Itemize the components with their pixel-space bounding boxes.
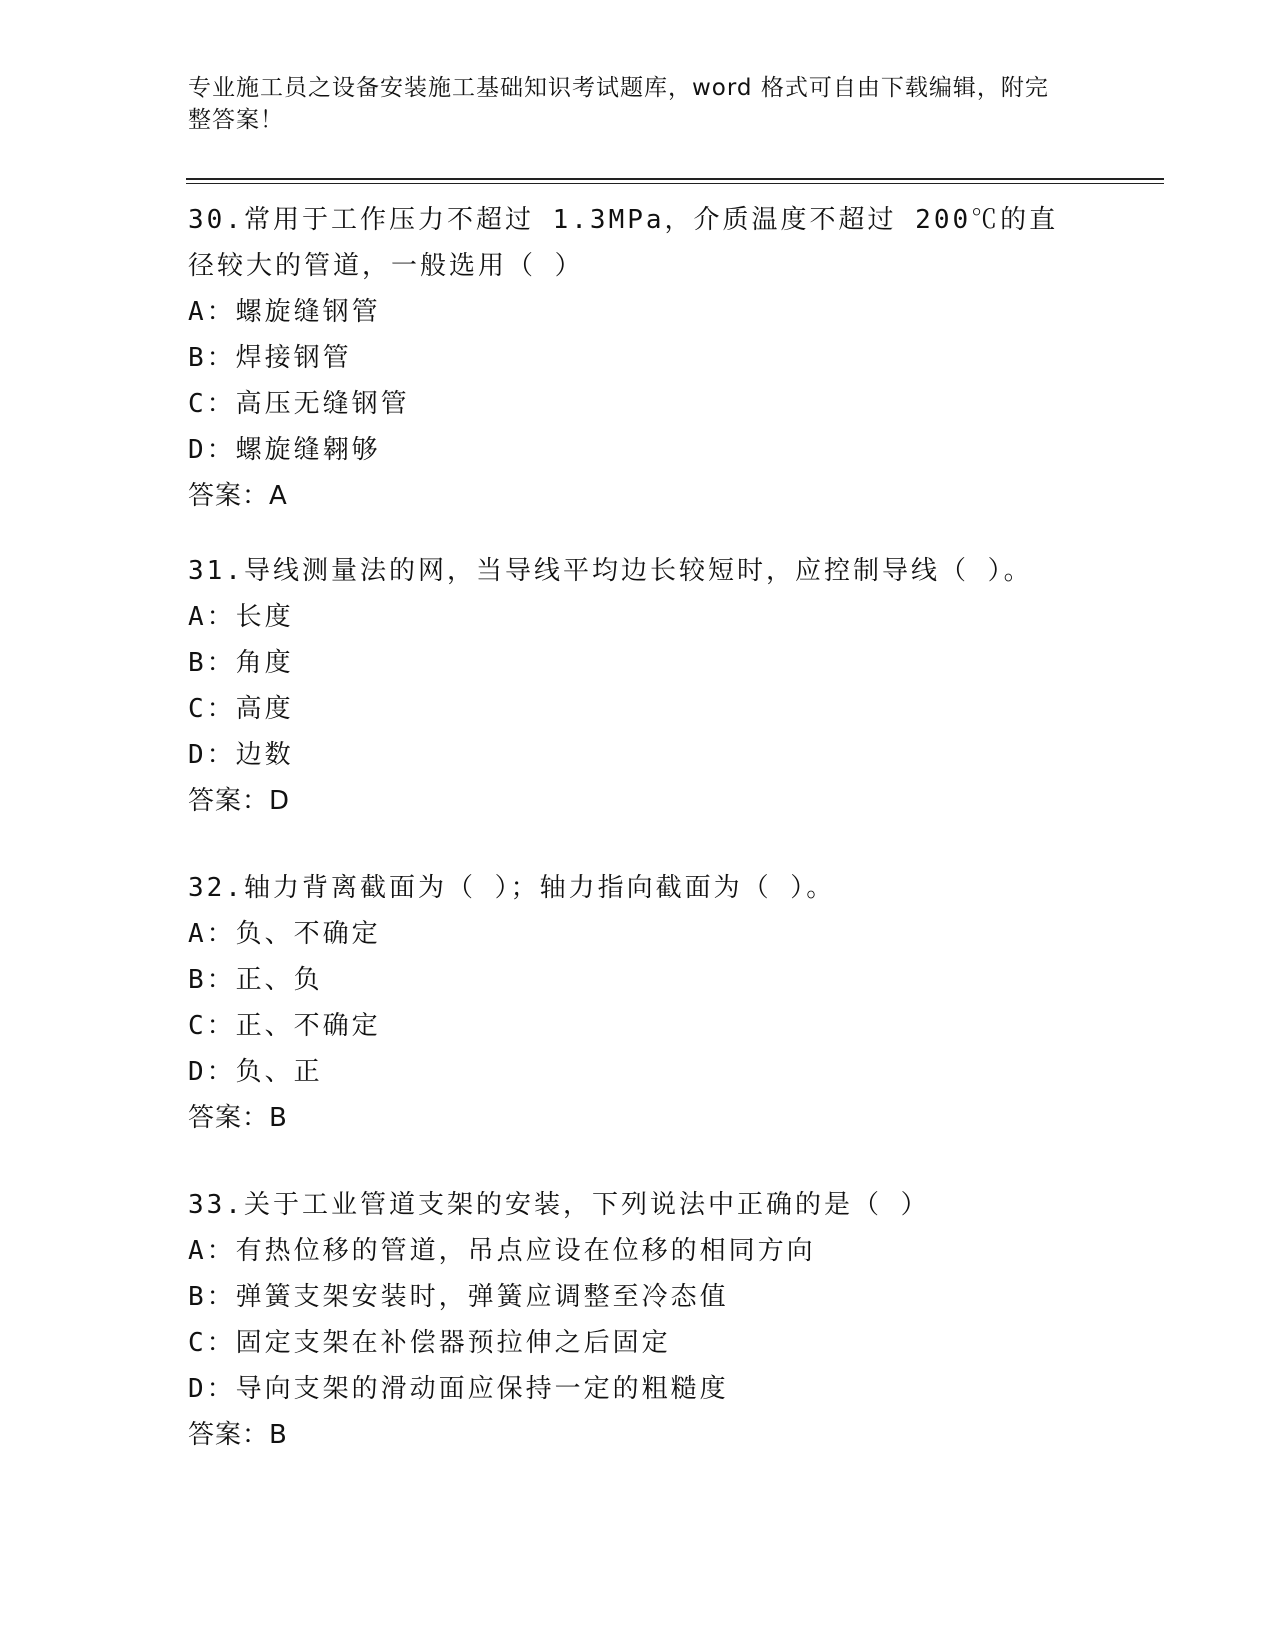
option-c: C：正、不确定 <box>188 1011 381 1041</box>
option-c: C：高度 <box>188 694 294 724</box>
option-a: A：负、不确定 <box>188 919 381 949</box>
option-a: A：有热位移的管道，吊点应设在位移的相同方向 <box>188 1236 816 1266</box>
option-d: D：边数 <box>188 740 294 770</box>
answer-label: 答案：D <box>188 786 291 816</box>
header-rule-thick <box>186 178 1164 180</box>
header-rule-thin <box>186 183 1164 184</box>
option-d: D：负、正 <box>188 1057 323 1087</box>
question-stem: 32.轴力背离截面为（ ）；轴力指向截面为（ ）。 <box>188 873 836 903</box>
question-31 <box>188 548 1088 824</box>
option-b: B：焊接钢管 <box>188 343 352 373</box>
question-30 <box>188 197 1088 519</box>
option-b: B：弹簧支架安装时，弹簧应调整至冷态值 <box>188 1282 729 1312</box>
answer-label: 答案：B <box>188 1420 288 1450</box>
document-header: 专业施工员之设备安装施工基础知识考试题库，word 格式可自由下载编辑，附完整答案！ <box>188 75 1049 133</box>
question-stem: 33.关于工业管道支架的安装，下列说法中正确的是（ ） <box>188 1190 930 1220</box>
question-stem: 31.导线测量法的网，当导线平均边长较短时，应控制导线（ ）。 <box>188 556 1033 586</box>
answer-label: 答案：A <box>188 481 288 511</box>
question-32 <box>188 865 1088 1141</box>
option-b: B：正、负 <box>188 965 323 995</box>
option-d: D：螺旋缝翱够 <box>188 435 381 465</box>
option-a: A：螺旋缝钢管 <box>188 297 381 327</box>
option-a: A：长度 <box>188 602 294 632</box>
option-b: B：角度 <box>188 648 294 678</box>
question-33 <box>188 1182 1088 1458</box>
option-c: C：固定支架在补偿器预拉伸之后固定 <box>188 1328 671 1358</box>
answer-label: 答案：B <box>188 1103 288 1133</box>
question-stem: 30.常用于工作压力不超过 1.3MPa，介质温度不超过 200℃的直径较大的管道，一般选用（ ） <box>188 205 1059 281</box>
option-d: D：导向支架的滑动面应保持一定的粗糙度 <box>188 1374 729 1404</box>
option-c: C：高压无缝钢管 <box>188 389 410 419</box>
